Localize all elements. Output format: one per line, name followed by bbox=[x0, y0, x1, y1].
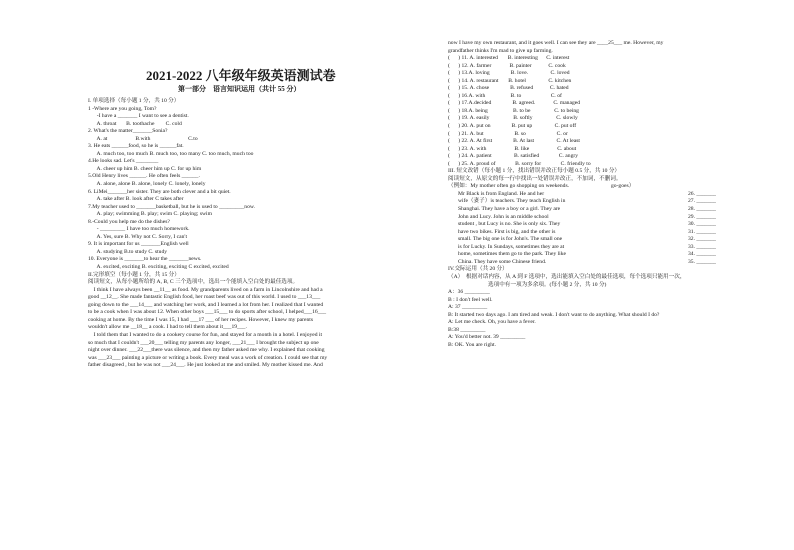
error-correction-line bbox=[448, 259, 778, 267]
text-line: -I have a _______ I want to see a dentist. bbox=[94, 113, 189, 120]
text-line: 6. LiMei_______her sister. They are both clever and a bit quiet. bbox=[88, 188, 231, 195]
error-correction-line bbox=[448, 236, 778, 244]
text-line: 7.My teacher used to _______basketball, but he is used to _________now. bbox=[88, 203, 255, 210]
error-answer-blank: 34. _______ bbox=[688, 251, 716, 258]
text-line: ( ) 22. A. At first B. At last C. At least bbox=[448, 138, 580, 145]
text-line: 阅读短文，从每小题所给的 A, B, C 三个选项中，选出一个能填入空白处的最佳选项。 bbox=[88, 279, 299, 286]
text-line: so much that I couldn't ___20___ telling my parents any longer, ___21___ I brought the subject up one bbox=[88, 339, 319, 346]
text-line: ( ) 25. A. proud of B. sorry for C. friendly to bbox=[448, 160, 591, 167]
error-line-text: John and Lucy. John is an middle school bbox=[458, 213, 549, 220]
text-line: ( ) 19. A. easily B. softly C. slowly bbox=[448, 115, 578, 122]
text-line: night over dinner. ___22___there was silence, and then my father asked me why. I explained that cooking bbox=[88, 347, 325, 354]
text-line: 5.Old Henry lives ______. He often feels ______. bbox=[88, 173, 200, 180]
text-line: ( ) 17.A.decided B. agreed. C. managed bbox=[448, 100, 581, 107]
text-line: B: OK. You are right. bbox=[448, 341, 497, 348]
text-line: cooking at home. By the time I was 15, I had ___17 ___ of her recipes. However, I knew my parents bbox=[88, 316, 314, 323]
text-line: ( ) 12. A. farmer B. painter C. cook bbox=[448, 62, 566, 69]
error-correction-line bbox=[448, 206, 778, 214]
text-line: ( ) 20. A. put on B. put up C. put off bbox=[448, 123, 577, 130]
text-line: 10. Everyone is _______to hear the _______news. bbox=[88, 256, 202, 263]
text-line: 阅读短文，从原文的每一行中找出一处错误并改正，不加词，不删词。 bbox=[448, 175, 622, 182]
text-line: （A） 根据对话内容，从 A 到 F 选项中，选出能填入空白处的最佳选项，每个选项只能用一次， bbox=[448, 273, 686, 280]
error-line-text: is for Lucky. In Sundays, sometimes they are at bbox=[458, 243, 565, 250]
error-answer-blank: 29. _______ bbox=[688, 213, 716, 220]
text-line: to be a cook when I was about 12. When other boys ___15___ to do sports after school, I helped___16___ bbox=[88, 309, 327, 316]
text-line: I think I have always been __11__ as food. My grandparents lived on a farm in Lincolnshire and had a bbox=[88, 286, 323, 293]
text-line: III. 短文改错（每小题 1 分，找出错误并改正每小题 0.5 分，共 10 分） bbox=[448, 168, 621, 175]
error-answer-blank: 26. _______ bbox=[688, 190, 716, 197]
text-line: 4.He looks sad. Let's ________ bbox=[88, 158, 159, 165]
error-answer-blank: 33. _______ bbox=[688, 243, 716, 250]
text-line: 8.-Could you help me do the dishes? bbox=[88, 218, 170, 225]
text-line: ( ) 11. A. interested B. interesting C. interest bbox=[448, 55, 570, 62]
text-line: ( ) 16.A. with B. to C. of bbox=[448, 92, 562, 99]
text-line: ( ) 14. A. restaurant B. hotel C. kitchen bbox=[448, 77, 572, 84]
text-line: A：36 _________ bbox=[448, 289, 490, 296]
text-line: A: 37 _________ bbox=[448, 304, 488, 311]
text-line: going down to the ___14___ and watching her work, and I learned a lot from her. I realized that I wanted bbox=[88, 301, 324, 308]
error-answer-blank: 35. _______ bbox=[688, 258, 716, 265]
error-line-text: China. They have some Chinese friend. bbox=[458, 258, 547, 265]
error-line-text: wife（妻子）is teachers. They teach English in bbox=[458, 198, 566, 205]
text-line: I. 单项选择（每小题 1 分，共 10 分） bbox=[88, 98, 180, 104]
text-line: IV.交际运用（共 20 分） bbox=[448, 266, 508, 273]
text-line: A. studying B.to study C. study bbox=[94, 248, 168, 255]
error-answer-blank: 28. _______ bbox=[688, 206, 716, 213]
text-line: father disagreed , but he was not ___24___. He just looked at me and smiled. My mother kissed me. And bbox=[88, 362, 323, 369]
text-line: ( ) 21. A. but B. so C. or bbox=[448, 130, 568, 137]
text-line: B : I don't feel well. bbox=[448, 296, 493, 303]
text-line: now I have my own restaurant, and it goes well. I can see they are ____25___ me. However, my bbox=[448, 40, 664, 46]
text-line: 选项中有一项为多余项。(每小题 2 分，共 10 分) bbox=[488, 281, 607, 288]
text-line: A. at B.with C.to bbox=[94, 135, 198, 142]
text-line: wouldn't allow me __18__ a cook. I had to tell them about it___19___. bbox=[88, 324, 247, 331]
text-line: 9. It is important for us _______English well bbox=[88, 241, 189, 248]
right-column bbox=[448, 40, 778, 349]
error-line-text: Shanghai. They have a boy or a girl. They are bbox=[458, 206, 561, 213]
text-line: A. much too, too much B. much too, too many C. too much, much too bbox=[94, 150, 254, 157]
text-line: A. alone, alone B. alone, lonely C. lonely, lonely bbox=[94, 181, 206, 188]
text-line: A. Yes, sure B. Why not C. Sorry, I can't bbox=[94, 233, 187, 240]
error-line-text: small. The big one is for John's. The small one bbox=[458, 236, 563, 243]
text-line: ( ) 23. A. with B. like C. about bbox=[448, 145, 577, 152]
error-correction-line bbox=[448, 198, 778, 206]
error-line-text: home, sometimes them go to the park. They like bbox=[458, 251, 567, 258]
error-answer-blank: 30. _______ bbox=[688, 221, 716, 228]
page-subtitle: 第一部分 语言知识运用（共计 55 分） bbox=[178, 85, 301, 93]
left-column bbox=[88, 98, 420, 370]
text-line: A: Let me check. Oh, you have a fever. bbox=[448, 319, 536, 326]
text-line: B: It started two days ago. I am tired and weak. I don't want to do anything. What should I do? bbox=[448, 311, 660, 318]
error-line-text: student , but Lucy is no. She is only six. They bbox=[458, 221, 561, 228]
error-correction-line bbox=[448, 214, 778, 222]
text-line: ( ) 24. A. patient B. satisfied C. angry bbox=[448, 153, 579, 160]
text-line: B:38 _________ bbox=[448, 326, 486, 333]
error-answer-blank: 27. _______ bbox=[688, 198, 716, 205]
text-line: II.完形填空（每小题 1 分，共 15 分） bbox=[88, 271, 180, 278]
text-line: - _________ I have too much homework. bbox=[94, 226, 190, 233]
error-line-text: have two bikes. First is big, and the other is bbox=[458, 228, 556, 235]
text-line: grandfather thinks I'm mad to give up farming. bbox=[448, 47, 553, 54]
text-line: A. play; swimming B. play; swim C. playing; swim bbox=[94, 211, 212, 218]
text-line: 3. He eats ______food, so he is ______fat. bbox=[88, 143, 184, 150]
error-answer-blank: 32. _______ bbox=[688, 236, 716, 243]
error-correction-line bbox=[448, 221, 778, 229]
page-title: 2021-2022 八年级年级英语测试卷 bbox=[146, 68, 336, 83]
text-line: good __12__. She made fantastic English food, her roast beef was out of this world. I used to ___13___ bbox=[88, 294, 321, 301]
text-line: 2. What's the matter_______Sonia? bbox=[88, 128, 168, 135]
error-answer-blank: 31. _______ bbox=[688, 228, 716, 235]
error-line-text: Mr Black is from England. He and her bbox=[458, 190, 545, 197]
text-line: A: You'd better not. 39 _________ bbox=[448, 334, 526, 341]
text-line: A. excited, exciting B. exciting, exciting C excited, excited bbox=[94, 264, 229, 271]
error-correction-line bbox=[448, 244, 778, 252]
text-line: （例如：My mother often go shopping on weekends. go-goes） bbox=[448, 183, 635, 190]
text-line: ( ) 15. A. chose B. refused C. hated bbox=[448, 85, 569, 92]
text-line: A. cheer up him B. cheer him up C. for up him bbox=[94, 165, 202, 172]
text-line: A. take after B. look after C takes after bbox=[94, 196, 184, 203]
text-line: was ___23___ painting a picture or writing a book. Every meal was a work of creation. I could see that my bbox=[88, 354, 328, 361]
text-line: I told them that I wanted to do a cookery course for fun, and stayed for a month in a hotel. I enjoyed it bbox=[88, 331, 323, 338]
text-line: ( ) 18.A. being B. to be C. to being bbox=[448, 107, 579, 114]
text-line: ( ) 13.A. loving B. love. C. loved bbox=[448, 70, 570, 77]
text-line: 1 -Where are you going, Tom? bbox=[88, 105, 157, 112]
error-correction-line bbox=[448, 251, 778, 259]
text-line: A. throat B. toothache C. cold bbox=[94, 120, 182, 127]
